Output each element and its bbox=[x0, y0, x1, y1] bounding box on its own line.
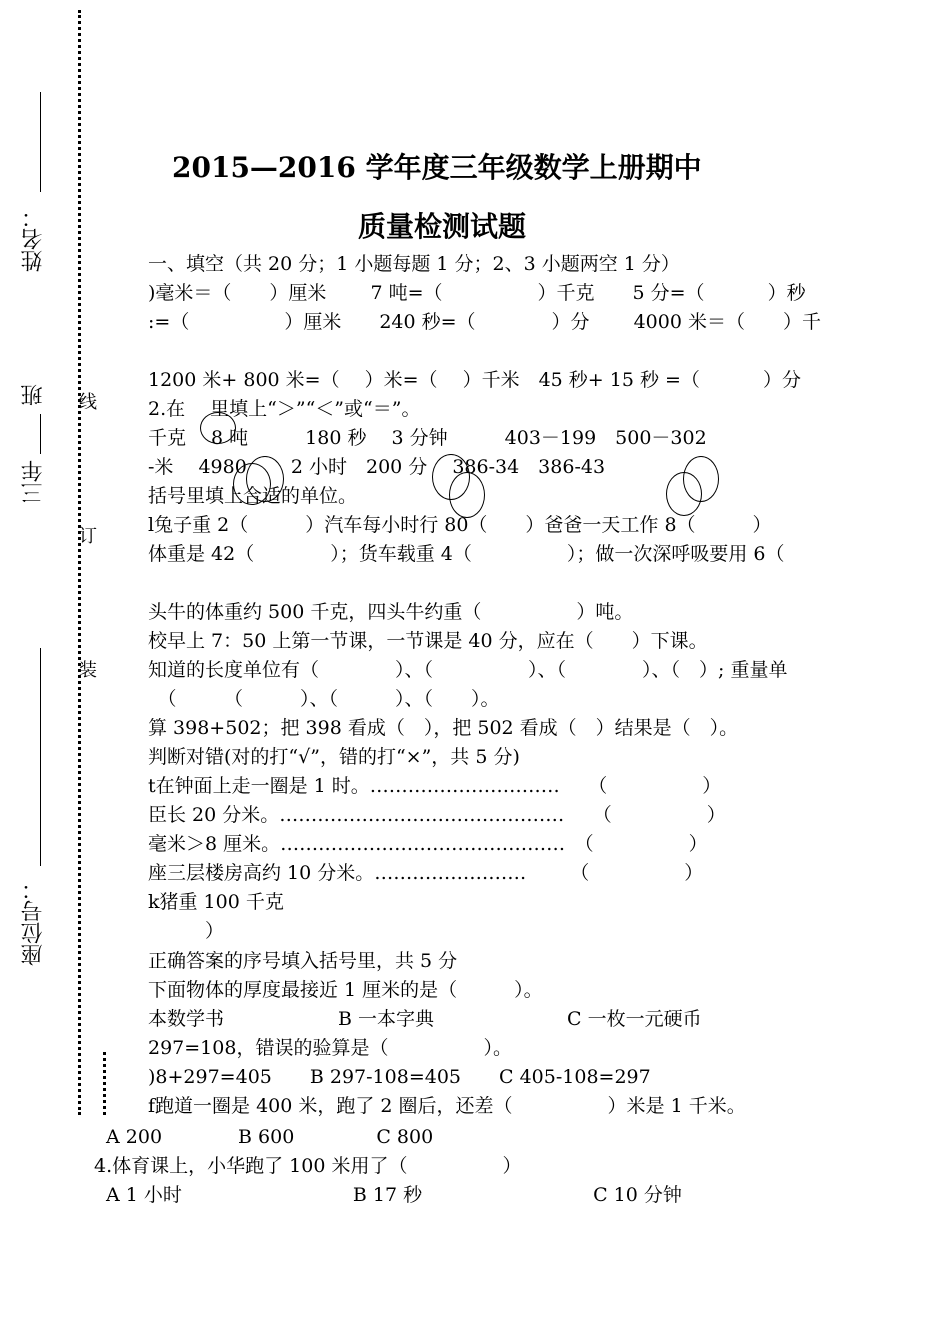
text-line: 1200 米+ 800 米=（ ）米=（ ）千米 45 秒+ 15 秒 =（ ）分 bbox=[148, 369, 801, 391]
text-line: 知道的长度单位有（ ）、（ ）、（ ）、（ ）; 重量单 bbox=[148, 659, 788, 681]
text-line: 千克 8 吨 180 秒 3 分钟 403－199 500－302 bbox=[148, 427, 707, 449]
text-line: )毫米＝（ ）厘米 7 吨=（ ）千克 5 分=（ ）秒 bbox=[148, 282, 806, 304]
name-label: 姓名： bbox=[21, 206, 46, 272]
text-line: 毫米＞8 厘米。……………………………………… （ ） bbox=[148, 833, 708, 855]
text-line: f跑道一圈是 400 米，跑了 2 圈后，还差（ ）米是 1 千米。 bbox=[148, 1095, 746, 1117]
binding-char-ding: 订 bbox=[76, 526, 97, 544]
text-line: -米 4980 2 小时 200 分 386-34 386-43 bbox=[148, 456, 606, 478]
name-underline bbox=[40, 92, 41, 192]
text-line: t在钟面上走一圈是 1 时。………………………… （ ） bbox=[148, 775, 722, 797]
text-line: k猪重 100 千克 bbox=[148, 891, 284, 913]
text-line: 2.在 里填上“＞”“＜”或“＝”。 bbox=[148, 398, 421, 420]
class-label: 三年 bbox=[21, 460, 46, 504]
choice-options-q4: A 1 小时 B 17 秒 C 10 分钟 bbox=[106, 1184, 682, 1206]
class-underline bbox=[40, 414, 41, 454]
text-line: l兔子重 2（ ）汽车每小时行 80（ ）爸爸一天工作 8（ ） bbox=[148, 514, 772, 536]
question-4: 4.体育课上，小华跑了 100 米用了（ ） bbox=[94, 1155, 522, 1177]
seat-label: 座位号： bbox=[21, 878, 46, 966]
binding-char-zhuang: 装 bbox=[76, 660, 97, 678]
text-line: 下面物体的厚度最接近 1 厘米的是（ ）。 bbox=[148, 979, 543, 1001]
choice-options-q3: A 200 B 600 C 800 bbox=[106, 1126, 434, 1148]
page-title-line1: 2015—2016 学年度三年级数学上册期中 bbox=[172, 151, 702, 184]
text-line: 臣长 20 分米。……………………………………… （ ） bbox=[148, 804, 726, 826]
text-line: ） bbox=[148, 920, 225, 942]
text-line: 一、填空（共 20 分；1 小题每题 1 分；2、3 小题两空 1 分） bbox=[148, 253, 680, 275]
text-line: （ （ ）、（ ）、（ ）。 bbox=[148, 688, 500, 710]
text-line: 校早上 7：50 上第一节课，一节课是 40 分，应在（ ）下课。 bbox=[148, 630, 708, 652]
compare-oval bbox=[449, 472, 485, 518]
text-line: )8+297=405 B 297-108=405 C 405-108=297 bbox=[148, 1066, 651, 1088]
text-line: 体重是 42（ ）；货车载重 4（ ）；做一次深呼吸要用 6（ bbox=[148, 543, 785, 565]
page-title-line2: 质量检测试题 bbox=[358, 210, 527, 243]
text-line: 座三层楼房高约 10 分米。…………………… （ ） bbox=[148, 862, 704, 884]
seat-underline bbox=[40, 648, 41, 866]
text-line: 正确答案的序号填入括号里，共 5 分 bbox=[148, 950, 458, 972]
question-body bbox=[148, 0, 868, 1120]
binding-dotted-line bbox=[78, 10, 81, 1115]
binding-dotted-line-short bbox=[103, 1052, 106, 1115]
compare-oval bbox=[233, 463, 271, 505]
class-suffix: 班 bbox=[21, 384, 46, 406]
text-line: 算 398+502；把 398 看成（ ），把 502 看成（ ）结果是（ ）。 bbox=[148, 717, 739, 739]
text-line: :=（ ）厘米 240 秒=（ ）分 4000 米＝（ ）千 bbox=[148, 311, 821, 333]
text-line: 括号里填上合适的单位。 bbox=[148, 485, 358, 507]
text-line: 本数学书 B 一本字典 C 一枚一元硬币 bbox=[148, 1008, 702, 1030]
text-line: 头牛的体重约 500 千克，四头牛约重（ ）吨。 bbox=[148, 601, 634, 623]
text-line: 297=108，错误的验算是（ ）。 bbox=[148, 1037, 512, 1059]
compare-oval bbox=[666, 472, 702, 516]
compare-oval bbox=[200, 412, 236, 444]
text-line: 判断对错(对的打“√”，错的打“×”，共 5 分) bbox=[148, 746, 520, 768]
binding-char-line: 线 bbox=[76, 392, 97, 410]
